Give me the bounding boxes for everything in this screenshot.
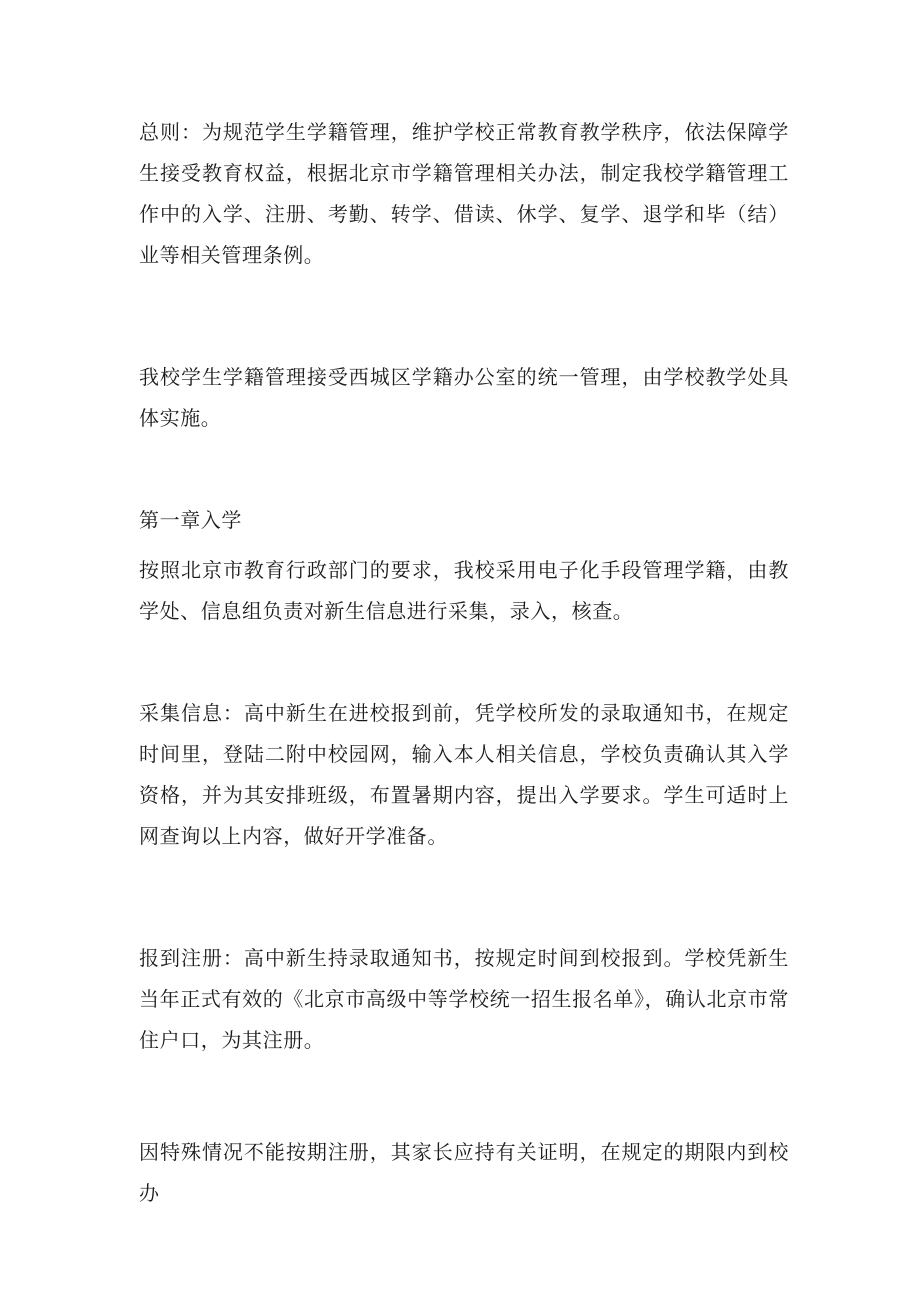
management-paragraph: 我校学生学籍管理接受西城区学籍办公室的统一管理，由学校教学处具体实施。	[139, 365, 789, 430]
general-principles-paragraph: 总则：为规范学生学籍管理，维护学校正常教育教学秩序，依法保障学生接受教育权益，根据北京市学籍管理相关办法，制定我校学籍管理工作中的入学、注册、考勤、转学、借读、休学、复学、退学和毕（结）业等相关管理条例。	[139, 120, 789, 267]
registration-paragraph: 报到注册：高中新生持录取通知书，按规定时间到校报到。学校凭新生当年正式有效的《北京市高级中等学校统一招生报名单》，确认北京市常住户口，为其注册。	[139, 946, 789, 1052]
electronic-management-paragraph: 按照北京市教育行政部门的要求，我校采用电子化手段管理学籍，由教学处、信息组负责对新生信息进行采集，录入，核查。	[139, 558, 789, 623]
special-circumstances-paragraph: 因特殊情况不能按期注册，其家长应持有关证明，在规定的期限内到校办	[139, 1140, 789, 1205]
chapter-heading: 第一章入学	[139, 508, 242, 532]
information-collection-paragraph: 采集信息：高中新生在进校报到前，凭学校所发的录取通知书，在规定时间里，登陆二附中校园网，输入本人相关信息，学校负责确认其入学资格，并为其安排班级，布置暑期内容，提出入学要求。学生可适时上网查询以上内容，做好开学准备。	[139, 701, 789, 848]
